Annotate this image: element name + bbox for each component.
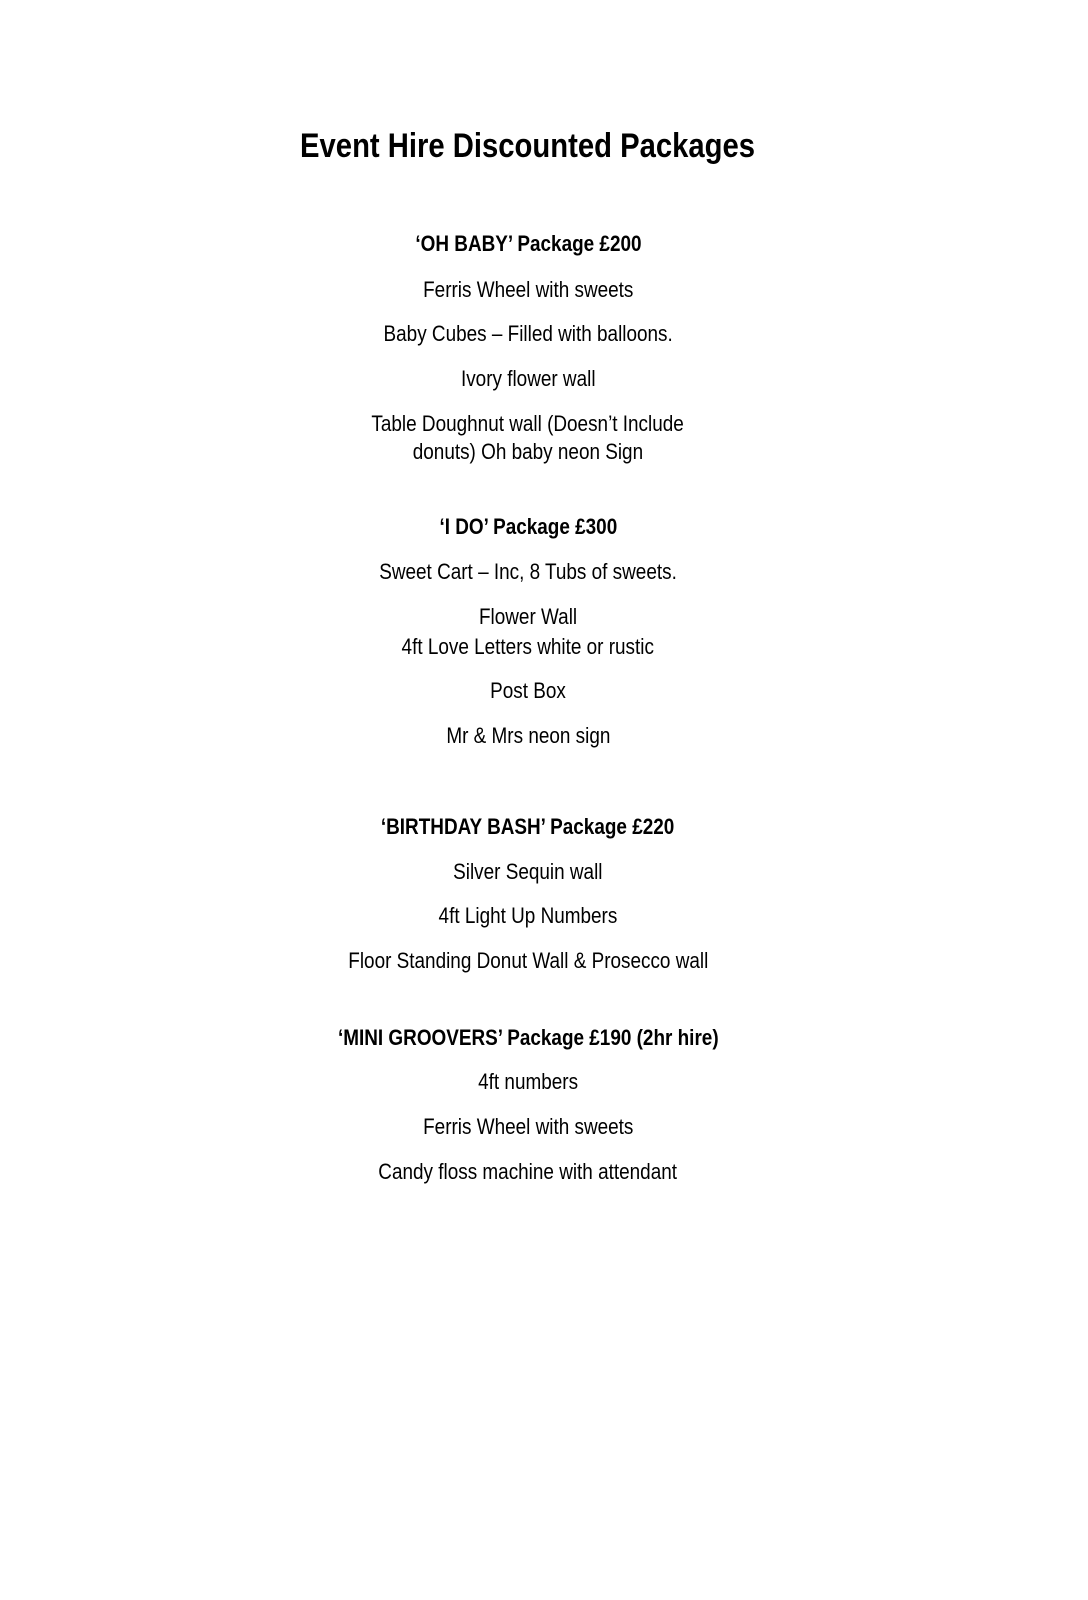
list-item: Ivory flower wall bbox=[460, 366, 596, 391]
list-item: Silver Sequin wall bbox=[453, 859, 603, 884]
list-item: Ferris Wheel with sweets bbox=[422, 277, 634, 302]
package-heading: ‘OH BABY’ Package £200 bbox=[414, 231, 642, 256]
list-item: Post Box bbox=[490, 678, 566, 703]
package-heading: ‘MINI GROOVERS’ Package £190 (2hr hire) bbox=[337, 1025, 719, 1050]
list-item: Mr & Mrs neon sign bbox=[445, 723, 611, 748]
list-item: Baby Cubes – Filled with balloons. bbox=[383, 321, 673, 346]
list-item: 4ft Love Letters white or rustic bbox=[401, 634, 655, 659]
package-heading: ‘I DO’ Package £300 bbox=[439, 514, 617, 539]
list-item: Flower Wall bbox=[478, 604, 578, 629]
list-item: Candy floss machine with attendant bbox=[378, 1159, 678, 1184]
list-item: 4ft numbers bbox=[478, 1069, 578, 1094]
page-title: Event Hire Discounted Packages bbox=[300, 127, 756, 165]
list-item: Sweet Cart – Inc, 8 Tubs of sweets. bbox=[379, 559, 677, 584]
list-item: Ferris Wheel with sweets bbox=[422, 1114, 634, 1139]
list-item: 4ft Light Up Numbers bbox=[438, 903, 618, 928]
package-heading: ‘BIRTHDAY BASH’ Package £220 bbox=[381, 814, 675, 839]
list-item: Table Doughnut wall (Doesn’t Include bbox=[371, 411, 685, 436]
list-item: donuts) Oh baby neon Sign bbox=[412, 439, 644, 464]
list-item: Floor Standing Donut Wall & Prosecco wall bbox=[348, 948, 708, 973]
